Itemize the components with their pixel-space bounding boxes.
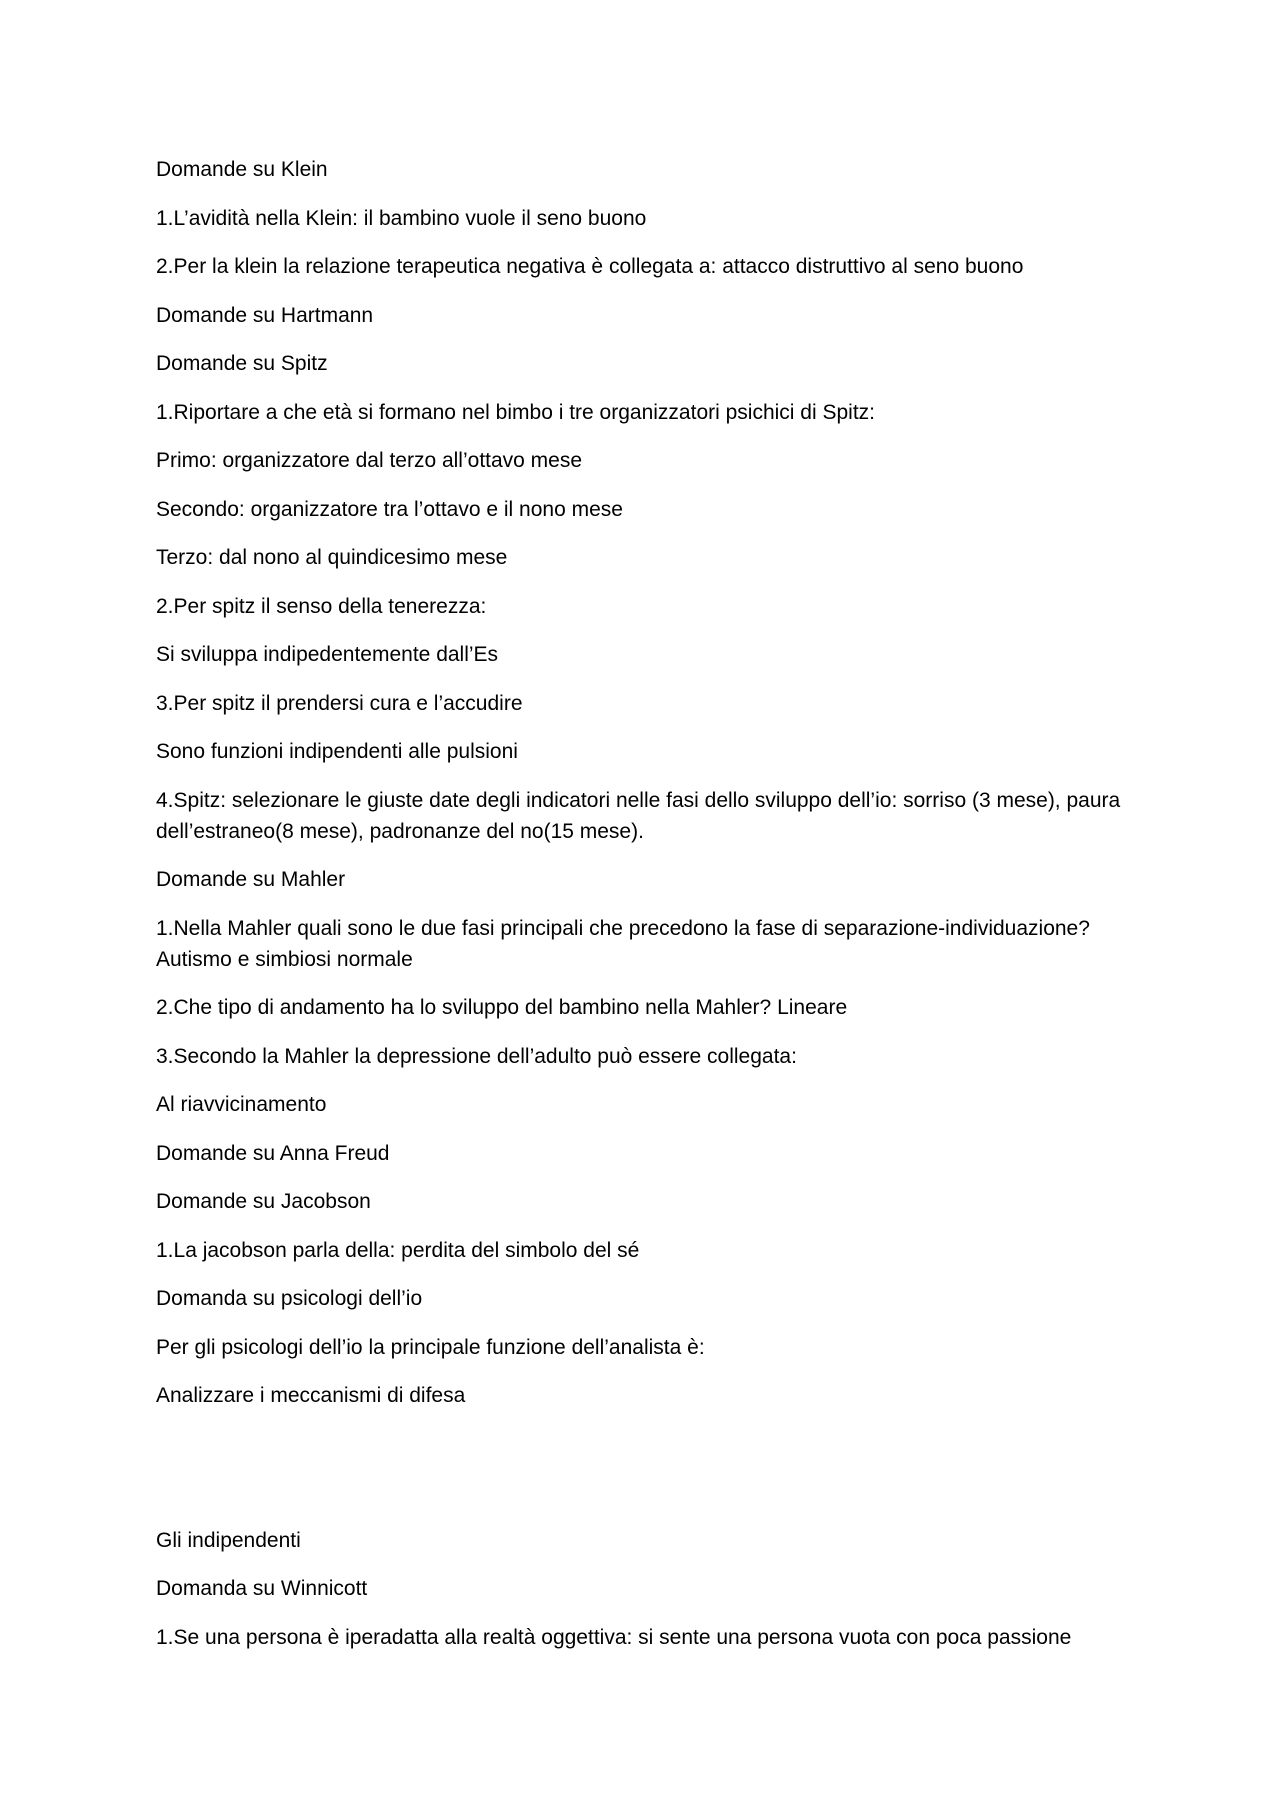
heading-spitz: Domande su Spitz: [156, 352, 328, 375]
document-body: [156, 154, 1136, 1670]
psicologi-io-question: Per gli psicologi dell’io la principale funzione dell’analista è:: [156, 1335, 705, 1359]
spitz-question-1: 1.Riportare a che età si formano nel bimbo i tre organizzatori psichici di Spitz:: [156, 400, 876, 424]
psicologi-io-answer: Analizzare i meccanismi di difesa: [156, 1384, 466, 1407]
spitz-answer-2: Si sviluppa indipedentemente dall’Es: [156, 643, 499, 666]
heading-anna-freud: Domande su Anna Freud: [156, 1141, 390, 1165]
heading-psicologi-io: Domanda su psicologi dell’io: [156, 1287, 423, 1310]
spitz-question-3: 3.Per spitz il prendersi cura e l’accudire: [156, 691, 523, 715]
spitz-answer-3: Sono funzioni indipendenti alle pulsioni: [156, 740, 518, 763]
mahler-answer-3: Al riavvicinamento: [156, 1093, 327, 1116]
heading-klein: Domande su Klein: [156, 158, 328, 181]
heading-indipendenti: Gli indipendenti: [156, 1528, 301, 1552]
heading-mahler: Domande su Mahler: [156, 868, 346, 891]
mahler-question-1: 1.Nella Mahler quali sono le due fasi principali che precedono la fase di separazione-individuazione? Autismo e simbiosi normale: [156, 916, 1090, 971]
spitz-answer-primo: Primo: organizzatore dal terzo all’ottavo mese: [156, 449, 583, 472]
spitz-answer-secondo: Secondo: organizzatore tra l’ottavo e il nono mese: [156, 497, 623, 521]
klein-question-2: 2.Per la klein la relazione terapeutica negativa è collegata a: attacco distruttivo al seno buono: [156, 255, 1024, 278]
heading-jacobson: Domande su Jacobson: [156, 1190, 371, 1213]
spitz-question-2: 2.Per spitz il senso della tenerezza:: [156, 594, 487, 618]
winnicott-question-1: 1.Se una persona è iperadatta alla realtà oggettiva: si sente una persona vuota con poca passione: [156, 1625, 1072, 1649]
klein-question-1: 1.L’avidità nella Klein: il bambino vuole il seno buono: [156, 206, 647, 230]
jacobson-question-1: 1.La jacobson parla della: perdita del simbolo del sé: [156, 1238, 640, 1262]
spitz-answer-terzo: Terzo: dal nono al quindicesimo mese: [156, 546, 508, 569]
spitz-question-4: 4.Spitz: selezionare le giuste date degli indicatori nelle fasi dello sviluppo dell’io: sorriso (3 mese), paura dell’estraneo(8 mese), padronanze del no(15 mese).: [156, 788, 1121, 843]
mahler-question-3: 3.Secondo la Mahler la depressione dell’adulto può essere collegata:: [156, 1044, 797, 1068]
heading-winnicott: Domanda su Winnicott: [156, 1577, 368, 1600]
heading-hartmann: Domande su Hartmann: [156, 303, 374, 327]
paragraph-gap: [156, 1429, 1136, 1525]
mahler-question-2: 2.Che tipo di andamento ha lo sviluppo del bambino nella Mahler? Lineare: [156, 996, 848, 1019]
